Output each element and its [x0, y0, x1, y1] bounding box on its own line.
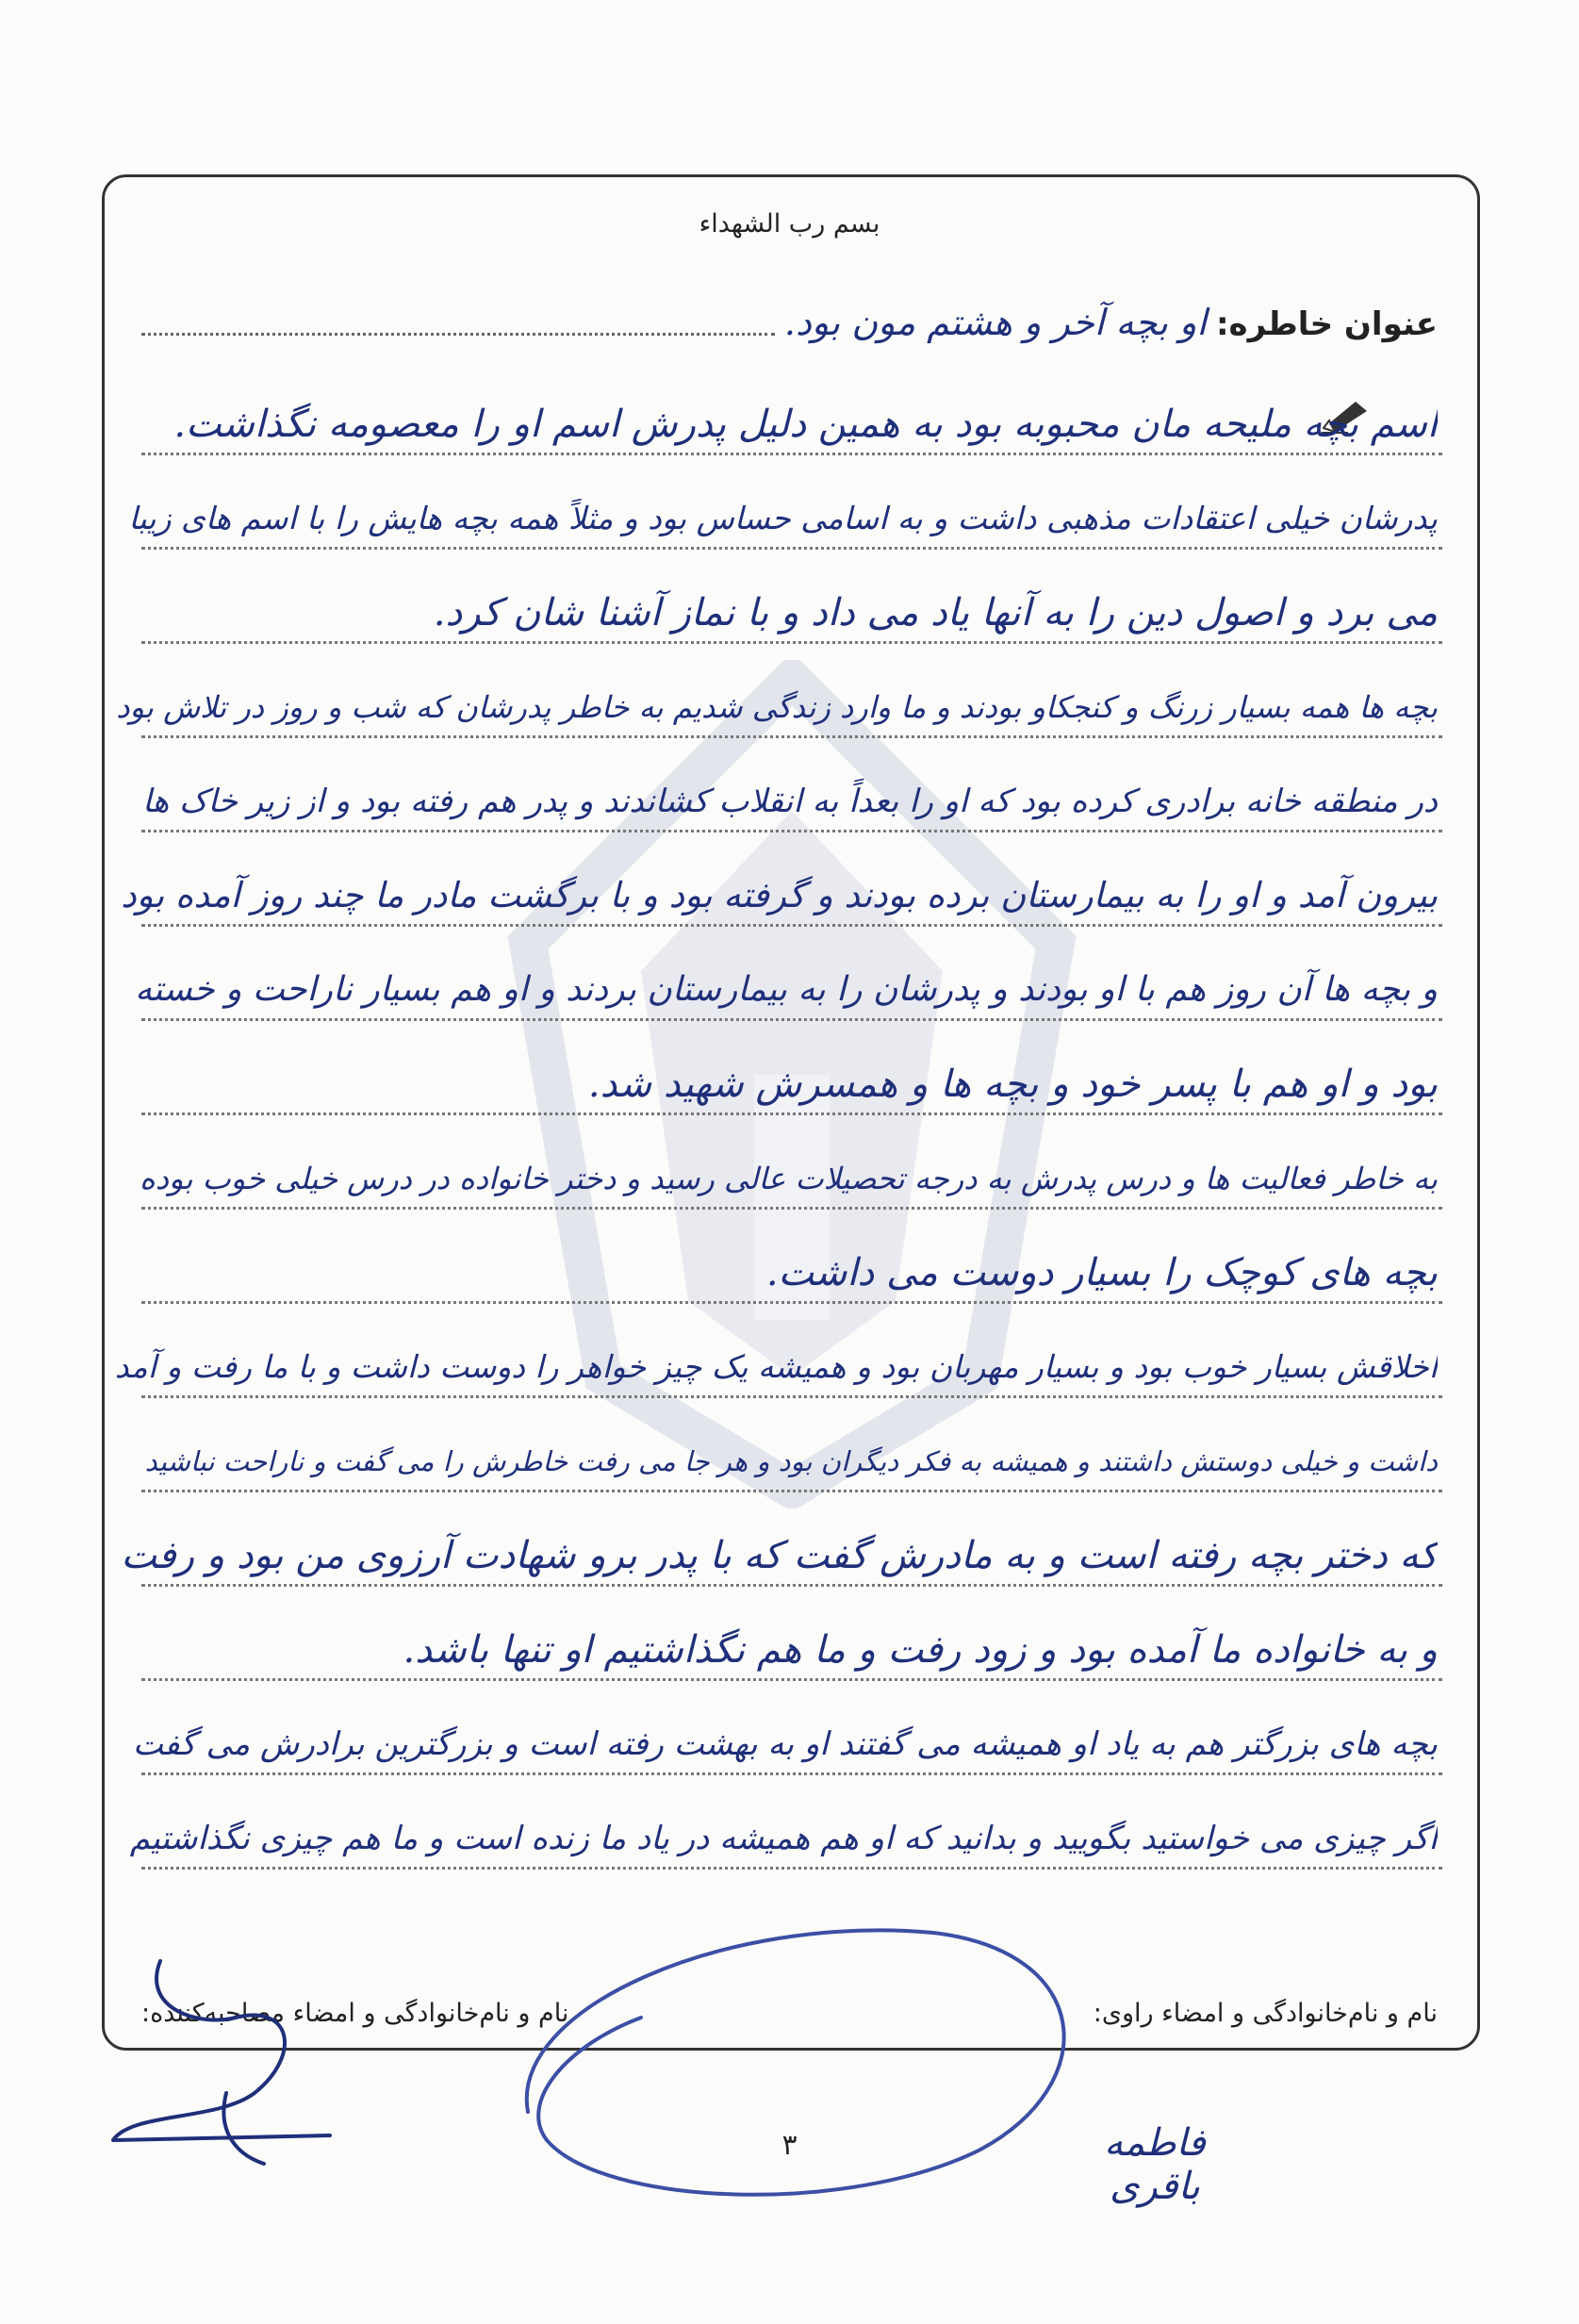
memory-title-label: عنوان خاطره: — [1215, 305, 1438, 343]
handwritten-line: بچه ها همه بسیار زرنگ و کنجکاو بودند و ما وارد زندگی شدیم به خاطر پدرشان که شب و روز در تلاش بود — [116, 689, 1438, 725]
ruled-line — [141, 1018, 1442, 1021]
handwritten-line: می برد و اصول دین را به آنها یاد می داد و با نماز آشنا شان کرد. — [433, 591, 1438, 635]
dotted-line — [141, 333, 775, 336]
handwritten-line: بچه های بزرگتر هم به یاد او همیشه می گفتند او به بهشت رفته است و بزرگترین برادرش می گفت — [132, 1725, 1438, 1763]
memory-title-row — [141, 302, 1438, 343]
ruled-line — [141, 641, 1442, 644]
ruled-line — [141, 1207, 1442, 1210]
narrator-signature-name: فاطمه باقری — [1104, 2121, 1206, 2208]
ruled-line — [141, 547, 1442, 550]
handwritten-line: و بچه ها آن روز هم با او بودند و پدرشان را به بیمارستان بردند و او هم بسیار ناراحت و خسته — [135, 970, 1438, 1009]
ruled-line — [141, 1584, 1442, 1587]
handwritten-line: به خاطر فعالیت ها و درس پدرش به درجه تحصیلات عالی رسید و دختر خانواده در درس خیلی خوب بوده — [140, 1161, 1438, 1196]
handwritten-line: اخلاقش بسیار خوب بود و بسیار مهربان بود و همیشه یک چیز خواهر را دوست داشت و با ما رفت و آمد — [114, 1348, 1438, 1385]
interviewer-signature-label: نام و نام‌خانوادگی و امضاء مصاحبه‌کننده: — [141, 1999, 569, 2028]
ruled-line — [141, 924, 1442, 927]
ruled-line — [141, 1490, 1442, 1492]
ruled-line — [141, 1867, 1442, 1870]
handwritten-line: و به خانواده ما آمده بود و زود رفت و ما هم نگذاشتیم او تنها باشد. — [403, 1628, 1438, 1672]
ruled-line — [141, 1678, 1442, 1681]
handwritten-line: داشت و خیلی دوستش داشتند و همیشه به فکر دیگران بود و هر جا می رفت خاطرش را می گفت و ناراحت نباشید — [144, 1445, 1438, 1477]
handwritten-line: بچه های کوچک را بسیار دوست می داشت. — [765, 1251, 1438, 1294]
ruled-line — [141, 1395, 1442, 1398]
handwritten-line: اگر چیزی می خواستید بگویید و بدانید که او هم همیشه در یاد ما زنده است و ما هم چیزی نگذاشتیم — [129, 1820, 1438, 1857]
ruled-line — [141, 1772, 1442, 1775]
handwritten-line: پدرشان خیلی اعتقادات مذهبی داشت و به اسامی حساس بود و مثلاً همه بچه هایش را با اسم های زیبا — [128, 500, 1438, 536]
narrator-signature-label: نام و نام‌خانوادگی و امضاء راوی: — [1093, 1999, 1438, 2028]
handwritten-line: بیرون آمد و او را به بیمارستان برده بودند و گرفته بود و با برگشت مادر ما چند روز آمده بود — [121, 875, 1438, 915]
ruled-line — [141, 735, 1442, 738]
signature-scribble — [75, 1952, 339, 2168]
memory-title-value: او بچه آخر و هشتم مون بود. — [783, 302, 1207, 343]
signature-oval — [490, 1904, 1112, 2206]
ruled-line — [141, 453, 1442, 455]
header-title: بسم رب الشهداء — [699, 209, 880, 239]
handwritten-line: بود و او هم با پسر خود و بچه ها و همسرش شهید شد. — [587, 1063, 1438, 1106]
page-number: ۳ — [781, 2129, 798, 2162]
ruled-line — [141, 1301, 1442, 1304]
handwritten-line: اسم بچه ملیحه مان محبوبه بود به همین دلیل پدرش اسم او را معصومه نگذاشت. — [173, 403, 1438, 446]
ruled-line — [141, 1113, 1442, 1115]
handwritten-line: که دختر بچه رفته است و به مادرش گفت که با پدر برو شهادت آرزوی من بود و رفت — [121, 1534, 1438, 1577]
handwritten-line: در منطقه خانه برادری کرده بود که او را بعداً به انقلاب کشاندند و پدر هم رفته بود و از زیر خاک ها — [141, 783, 1438, 820]
ruled-line — [141, 830, 1442, 832]
